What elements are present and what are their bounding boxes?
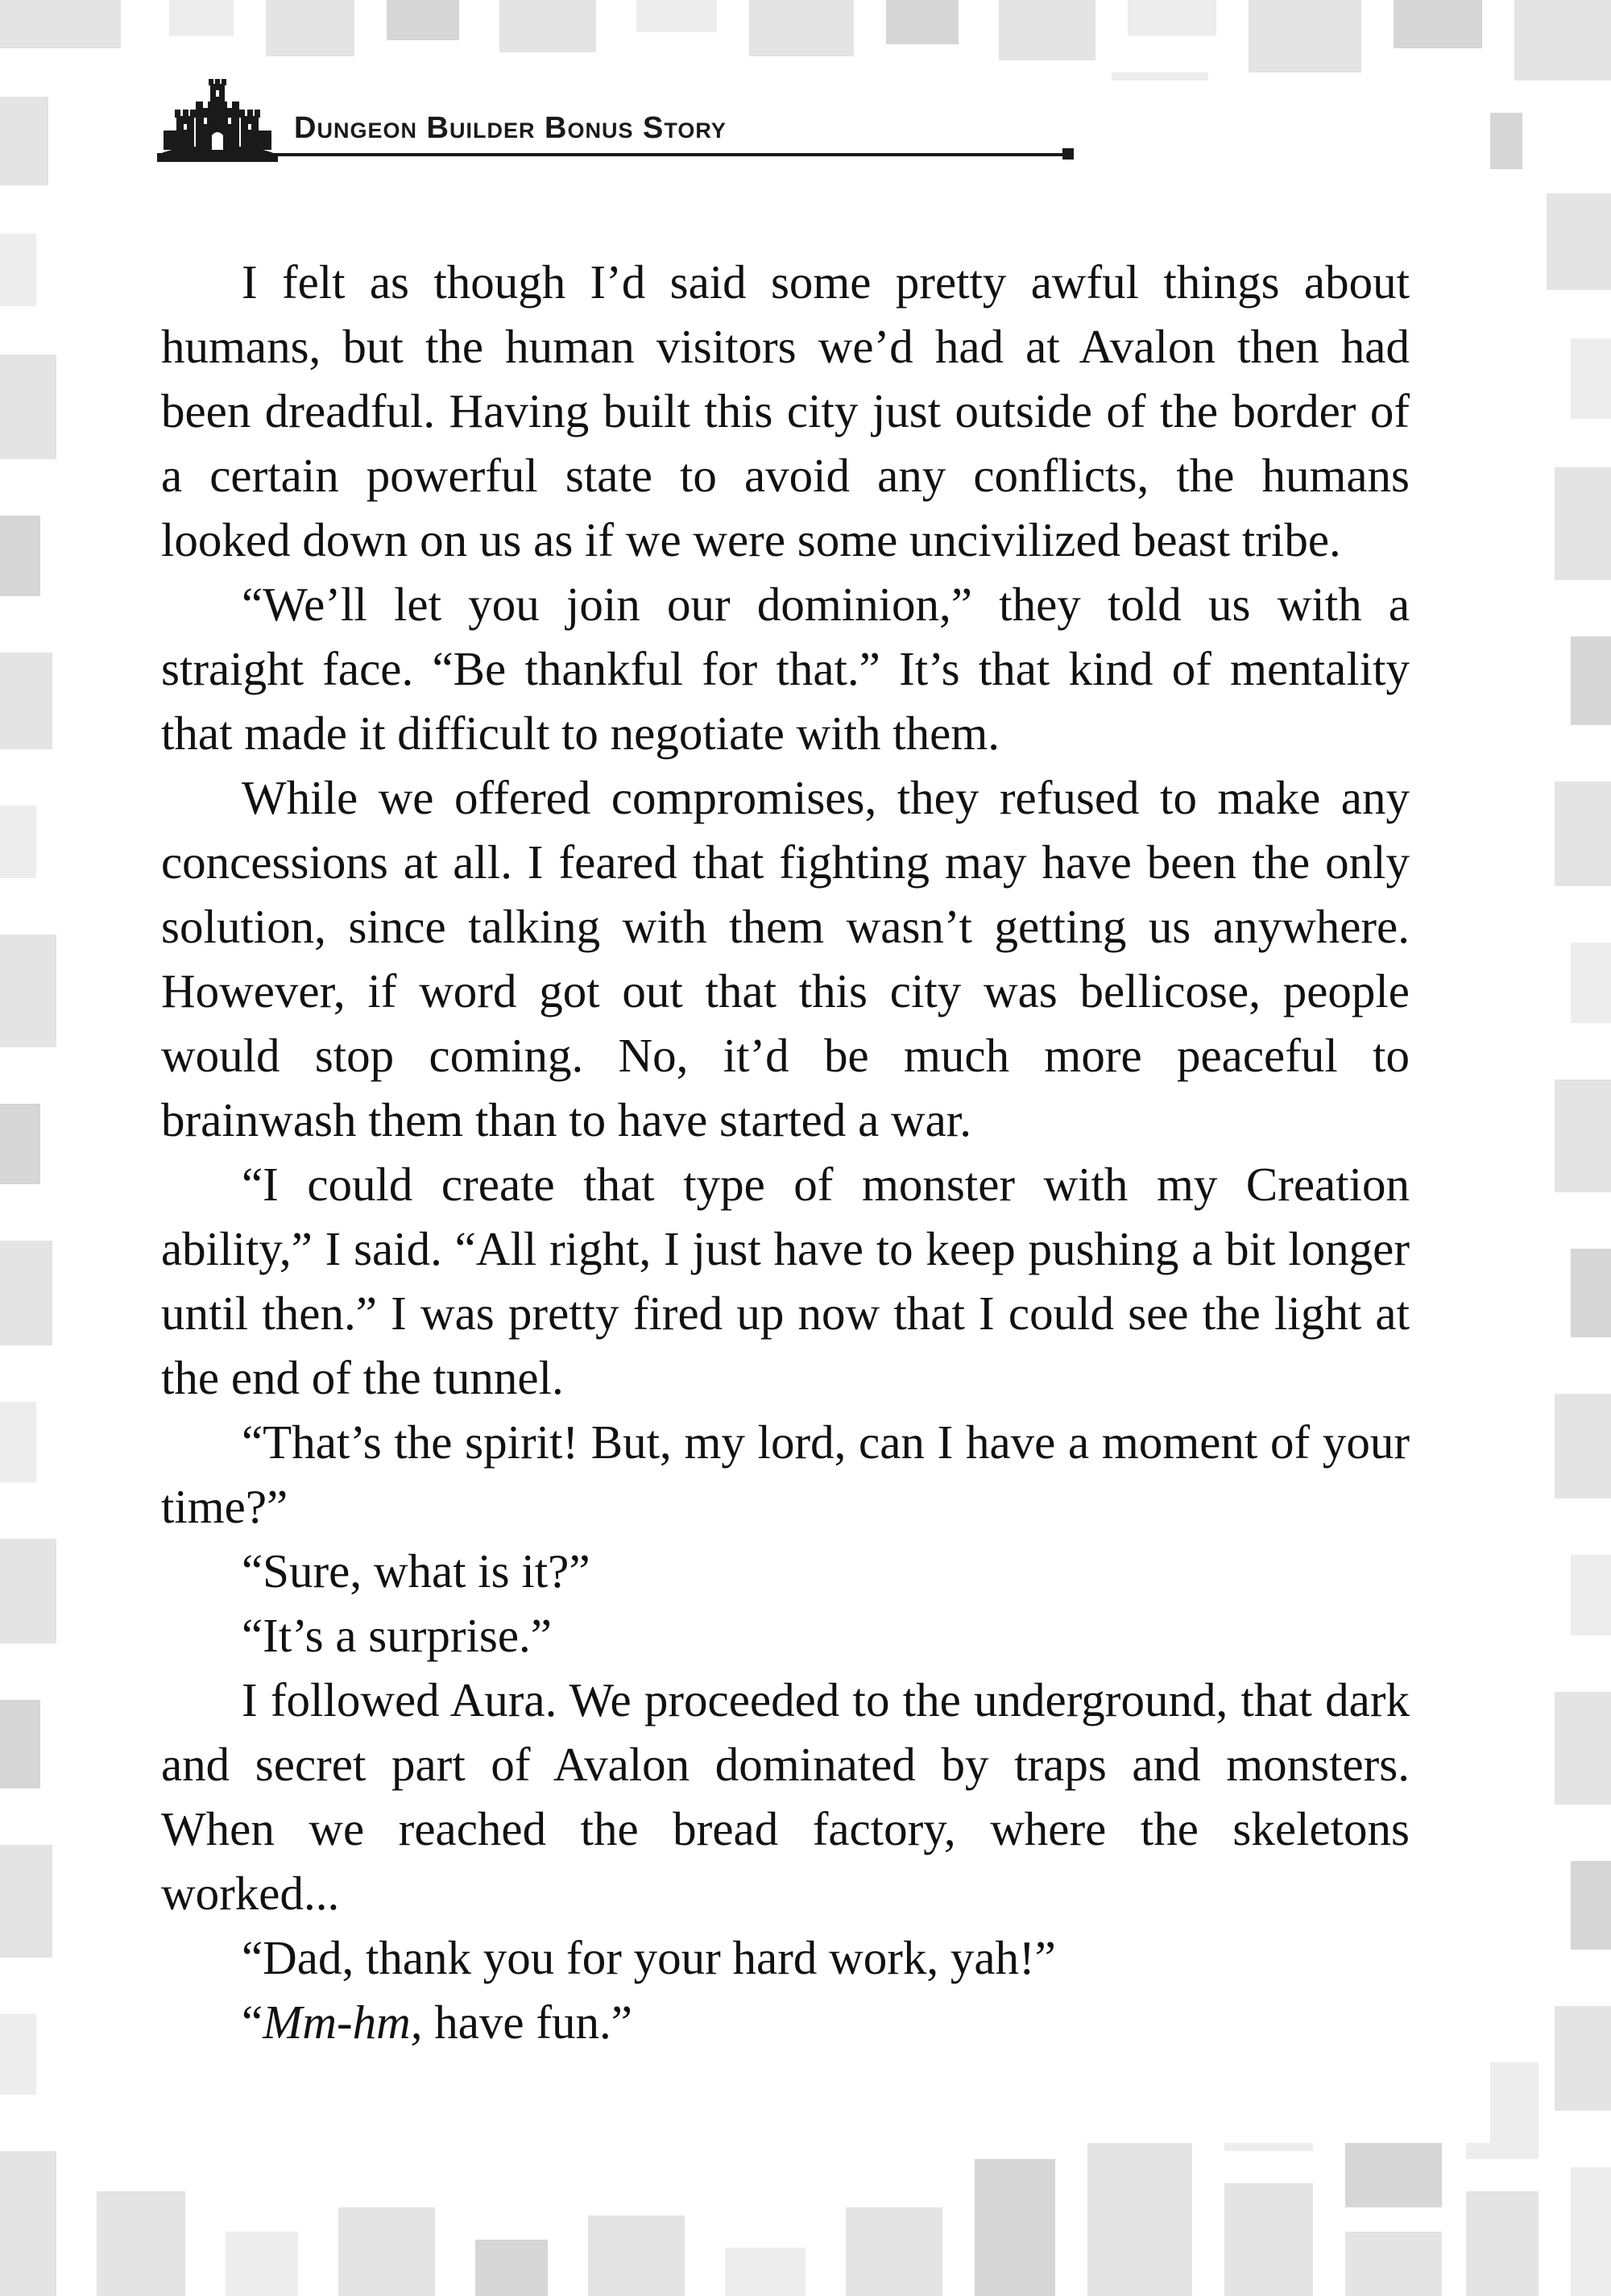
paragraph: “That’s the spirit! But, my lord, can I have a moment of your time?” [161,1415,1410,1533]
header-rule [157,153,1066,156]
border-tile [0,1104,40,1184]
castle-icon [157,77,278,162]
header-title: Dungeon Builder Bonus Story [294,111,727,145]
border-tile [886,0,959,44]
border-tile [0,2151,56,2296]
paragraph: “We’ll let you join our dominion,” they told us with a straight face. “Be thankful for that.” It’s that kind of mentality that made it difficult to negotiate with them. [161,578,1410,760]
border-tile [1514,0,1611,81]
border-tile [499,0,596,52]
border-tile [97,2191,185,2296]
border-tile [1571,636,1611,725]
border-tile [0,935,56,1047]
border-tile [588,2215,685,2296]
border-tile [1555,1692,1611,1805]
border-tile [1555,467,1611,580]
border-tile [0,1241,52,1345]
border-tile [1249,0,1361,73]
border-tile [1571,1555,1611,1635]
border-tile [0,2014,36,2095]
border-tile [0,97,48,185]
paragraph-rest: have fun.” [422,1996,632,2049]
header-rule-end [1062,148,1074,160]
border-tile [1571,1249,1611,1337]
border-tile [1555,781,1611,886]
border-tile [338,2207,435,2296]
border-tile [1128,0,1216,36]
border-tile [0,1845,52,1958]
border-tile [0,354,56,459]
paragraph: “I could create that type of monster with my Creation ability,” I said. “All right, I just have to keep pushing a bit longer until then.” I was pretty fired up now that I could see the light at the end of the tunnel. [161,1158,1410,1404]
border-tile [0,1402,36,1482]
border-tile [266,0,354,56]
border-tile [169,0,234,36]
border-tile [725,2248,806,2296]
border-tile [0,806,36,878]
border-tile [1571,1861,1611,1950]
border-tile [0,516,40,596]
border-tile [0,0,121,48]
story-body [161,250,1410,2054]
border-tile [0,234,36,306]
border-tile [975,2159,1055,2296]
open-quote: “ [242,1996,263,2049]
paragraph: I felt as though I’d said some pretty awful things about humans, but the human visitors we’d had at Avalon then had been dreadful. Having built this city just outside of the border of a certain powerful state to avoid any conflicts, the humans looked down on us as if we were some uncivilized beast tribe. [161,255,1410,566]
border-tile [0,1539,56,1643]
border-tile [0,653,52,749]
border-tile [1466,2191,1539,2296]
border-tile [1547,193,1611,290]
paragraph: While we offered compromises, they refused to make any concessions at all. I feared that fighting may have been the only solution, since talking with them wasn’t getting us anywhere. However, if word got out that this city was bellicose, people would stop coming. No, it’d be much more peaceful to brainwash them than to have started a war. [161,771,1410,1146]
border-tile [1571,2167,1611,2296]
paragraph: I followed Aura. We proceeded to the underground, that dark and secret part of Avalon dominated by traps and monsters. When we reached the bread factory, where the skeletons worked... [161,1673,1410,1920]
border-tile [387,0,459,40]
italic-phrase: Mm-hm, [263,1996,423,2049]
border-tile [475,2240,548,2296]
border-tile [1555,1080,1611,1192]
paragraph: “It’s a surprise.” [242,1609,552,1662]
border-tile [0,1700,40,1788]
border-tile [1345,2232,1442,2296]
border-tile [1571,943,1611,1023]
border-tile [636,0,717,32]
border-tile [999,0,1095,60]
border-tile [1555,2006,1611,2111]
border-tile [1224,2183,1313,2296]
paragraph: “Dad, thank you for your hard work, yah!” [242,1931,1056,1984]
border-tile [1571,338,1611,419]
border-tile [226,2232,298,2296]
paragraph [161,1990,1410,2054]
border-tile [749,0,854,56]
running-header [157,69,1075,166]
paragraph: “Sure, what is it?” [242,1544,590,1598]
border-tile [1555,1394,1611,1498]
border-tile [846,2207,942,2296]
border-tile [1394,0,1482,48]
